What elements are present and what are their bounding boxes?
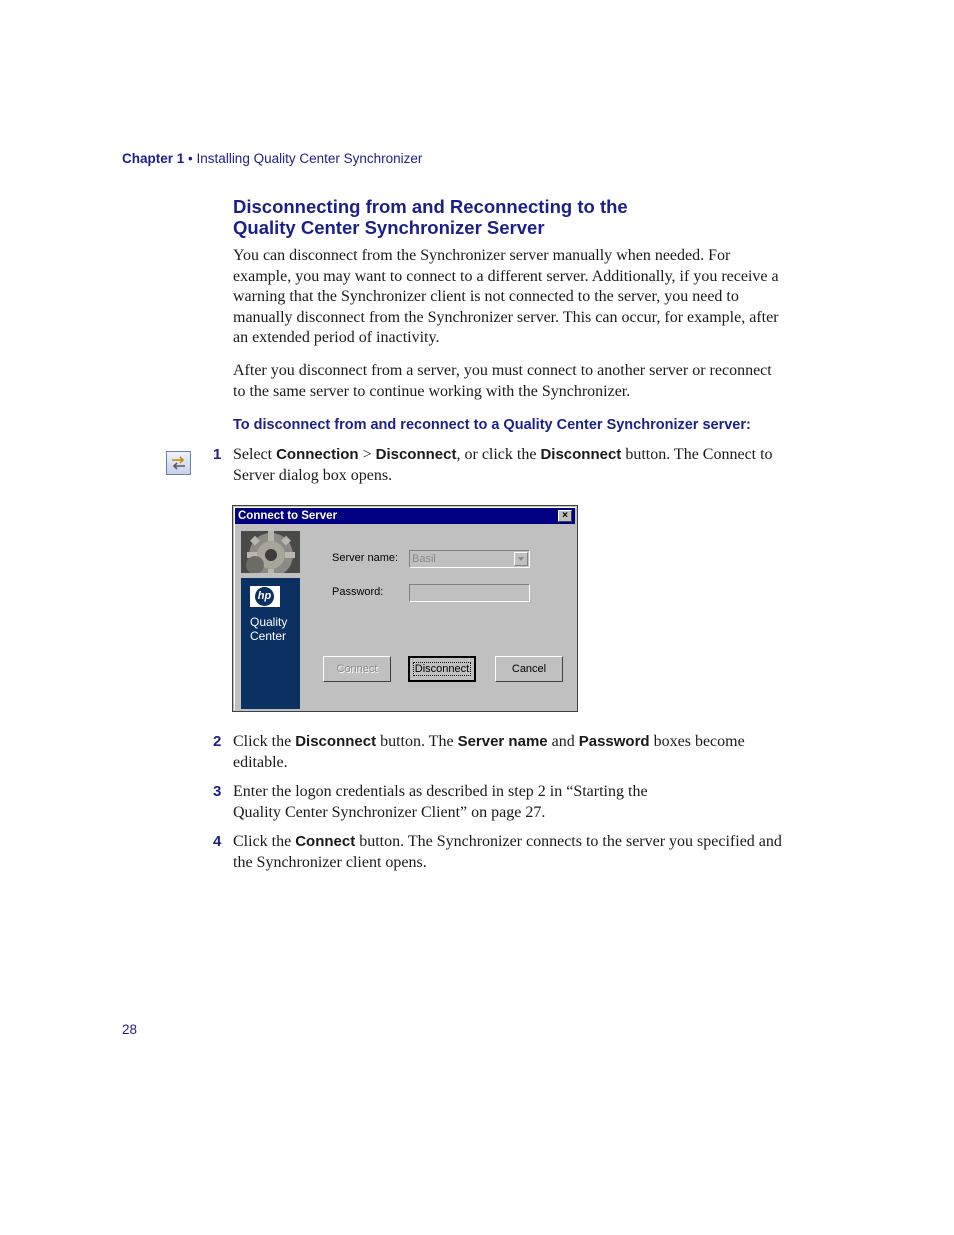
gear-image bbox=[241, 531, 300, 573]
chevron-down-icon[interactable] bbox=[514, 552, 528, 566]
disconnect-button[interactable]: Disconnect bbox=[408, 656, 476, 682]
server-name-value: Basil bbox=[412, 553, 436, 565]
hp-brand-panel bbox=[241, 578, 300, 709]
dialog-title: Connect to Server bbox=[238, 510, 338, 522]
hp-logo: hp bbox=[250, 586, 280, 607]
step-2: 2 Click the Disconnect button. The Server name and Password boxes become editable. bbox=[213, 733, 745, 771]
chapter-label: Chapter 1 bbox=[122, 151, 185, 166]
page-number: 28 bbox=[122, 1022, 138, 1037]
connect-to-server-dialog bbox=[232, 505, 578, 712]
dialog-titlebar bbox=[235, 508, 575, 524]
step-number: 1 bbox=[213, 446, 222, 463]
procedure-heading: To disconnect from and reconnect to a Quality Center Synchronizer server: bbox=[233, 417, 751, 433]
cross-reference-link: Quality Center Synchronizer Client” on page 27. bbox=[233, 803, 546, 821]
server-name-select[interactable] bbox=[409, 550, 530, 568]
intro-paragraph: You can disconnect from the Synchronizer server manually when needed. For example, you may want to connect to a different server. Additionally, if you receive a warning that the Synchronizer client is not connected to the server, you need to manually disconnect from the Synchronizer server. This can occur, for example, after an extended period of inactivity. bbox=[233, 247, 779, 346]
close-button[interactable]: × bbox=[558, 510, 572, 522]
password-input[interactable] bbox=[409, 584, 530, 602]
step-number: 2 bbox=[213, 733, 222, 750]
section-title-line1: Disconnecting from and Reconnecting to the bbox=[233, 196, 628, 217]
step-3: 3 Enter the logon credentials as described in step 2 in “Starting the Quality Center Synchronizer Client” on page 27. bbox=[233, 782, 788, 823]
disconnect-icon bbox=[166, 451, 191, 475]
step-1: 1 Select Connection > Disconnect, or click the Disconnect button. The Connect to Server dialog box opens. bbox=[213, 446, 773, 484]
step-number: 4 bbox=[213, 833, 222, 850]
chapter-section-title: Installing Quality Center Synchronizer bbox=[196, 151, 423, 166]
after-disconnect-paragraph: After you disconnect from a server, you must connect to another server or reconnect to the same server to continue working with the Synchronizer. bbox=[233, 362, 772, 400]
connect-button[interactable]: Connect bbox=[323, 656, 391, 682]
dialog-side-panel bbox=[239, 527, 302, 709]
password-label: Password: bbox=[332, 586, 384, 598]
header-separator: • bbox=[188, 151, 193, 166]
menu-connection: Connection bbox=[276, 446, 359, 463]
step-4: 4 Click the Connect button. The Synchronizer connects to the server you specified and the Synchronizer client opens. bbox=[213, 833, 782, 871]
brand-text: Quality Center bbox=[250, 615, 288, 643]
menu-disconnect: Disconnect bbox=[375, 446, 457, 463]
step-number: 3 bbox=[213, 783, 222, 800]
section-title bbox=[233, 196, 793, 238]
disconnect-button-ref: Disconnect bbox=[540, 446, 622, 463]
server-name-label: Server name: bbox=[332, 552, 399, 564]
running-header bbox=[122, 151, 422, 166]
cancel-button[interactable]: Cancel bbox=[495, 656, 563, 682]
section-title-line2: Quality Center Synchronizer Server bbox=[233, 217, 545, 238]
